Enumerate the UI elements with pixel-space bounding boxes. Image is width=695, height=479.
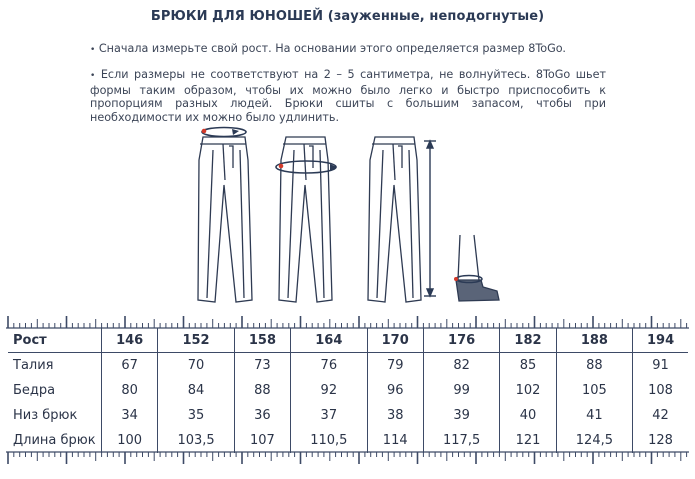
- height-value: 170: [367, 328, 423, 353]
- length-measure-arrow: [424, 141, 436, 296]
- height-value: 188: [556, 328, 632, 353]
- table-cell: 88: [556, 353, 632, 379]
- table-cell: 84: [158, 378, 234, 403]
- table-cell: 105: [556, 378, 632, 403]
- table-cell: 91: [633, 353, 688, 379]
- ruler-bottom: [6, 451, 689, 465]
- table-cell: 92: [291, 378, 367, 403]
- table-cell: 39: [423, 403, 499, 428]
- row-label-hem: Низ брюк: [13, 408, 78, 423]
- table-cell: 73: [234, 353, 290, 379]
- height-value: 194: [633, 328, 688, 353]
- table-cell: 99: [423, 378, 499, 403]
- bullet-2: •: [90, 71, 96, 81]
- row-label-waist: Талия: [13, 358, 54, 373]
- instruction-note-2-text: Если размеры не соответствуют на 2 – 5 сантиметра, не волнуйтесь. 8ToGo шьет формы таким образом, чтобы их можно было легко и быстро приспособить к пропорциям разных людей. Брюки сшиты с большим запасом, чтобы при необходимости их можно было удлинить.: [90, 68, 607, 124]
- ruler-top: [6, 315, 689, 329]
- height-value: 182: [500, 328, 556, 353]
- table-cell: 110,5: [291, 428, 367, 453]
- row-label-height: Рост: [8, 328, 102, 353]
- page-title: БРЮКИ ДЛЯ ЮНОШЕЙ (зауженные, неподогнутые): [150, 9, 545, 24]
- table-cell: 67: [102, 353, 158, 379]
- size-table: [8, 328, 688, 453]
- table-cell: 37: [291, 403, 367, 428]
- table-cell: 108: [633, 378, 688, 403]
- height-value: 146: [102, 328, 158, 353]
- table-cell: 114: [367, 428, 423, 453]
- row-label-hips: Бедра: [13, 383, 56, 398]
- trousers-length-figure: [368, 137, 421, 302]
- table-cell: 38: [367, 403, 423, 428]
- table-cell: 35: [158, 403, 234, 428]
- table-cell: 42: [633, 403, 688, 428]
- waist-row: [8, 353, 688, 379]
- table-cell: 41: [556, 403, 632, 428]
- length-row: [8, 428, 688, 453]
- table-cell: 107: [234, 428, 290, 453]
- height-value: 152: [158, 328, 234, 353]
- trousers-hips-figure: [276, 137, 337, 302]
- table-cell: 40: [500, 403, 556, 428]
- table-cell: 80: [102, 378, 158, 403]
- height-value: 158: [234, 328, 290, 353]
- table-cell: 121: [500, 428, 556, 453]
- table-cell: 82: [423, 353, 499, 379]
- table-cell: 36: [234, 403, 290, 428]
- table-cell: 102: [500, 378, 556, 403]
- table-cell: 34: [102, 403, 158, 428]
- table-cell: 96: [367, 378, 423, 403]
- trousers-waist-figure: [198, 128, 252, 303]
- bullet-1: •: [90, 45, 96, 55]
- table-cell: 85: [500, 353, 556, 379]
- table-cell: 70: [158, 353, 234, 379]
- hem-row: [8, 403, 688, 428]
- table-cell: 103,5: [158, 428, 234, 453]
- trouser-hem-shoe-figure: [454, 235, 499, 301]
- height-value: 176: [423, 328, 499, 353]
- hips-row: [8, 378, 688, 403]
- row-label-length: Длина брюк: [13, 433, 96, 448]
- table-cell: 76: [291, 353, 367, 379]
- table-cell: 79: [367, 353, 423, 379]
- table-cell: 100: [102, 428, 158, 453]
- table-cell: 88: [234, 378, 290, 403]
- height-row: [8, 328, 688, 353]
- table-cell: 128: [633, 428, 688, 453]
- table-cell: 117,5: [423, 428, 499, 453]
- waist-measure-arrow: [202, 128, 246, 137]
- table-cell: 124,5: [556, 428, 632, 453]
- instruction-note-1-text: Сначала измерьте свой рост. На основании этого определяется размер 8ToGo.: [98, 42, 566, 55]
- height-value: 164: [291, 328, 367, 353]
